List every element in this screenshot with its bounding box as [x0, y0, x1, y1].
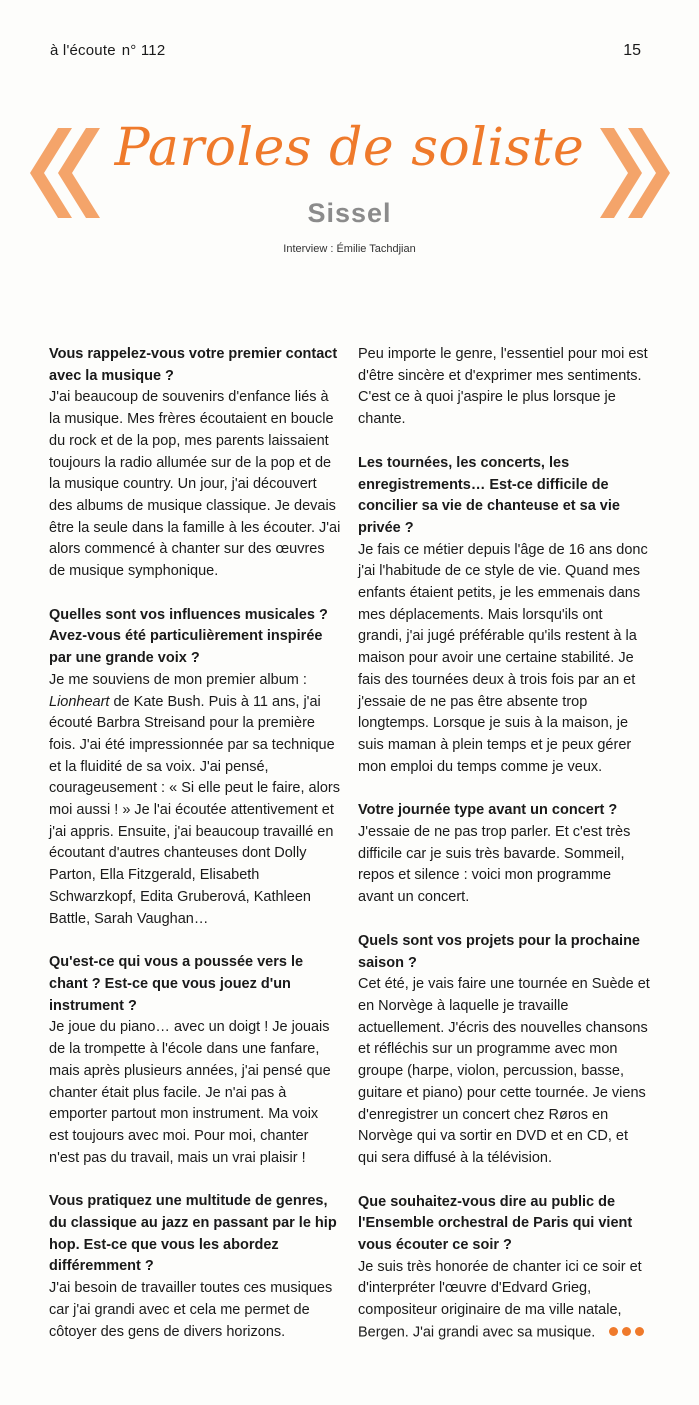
answer: J'essaie de ne pas trop parler. Et c'est très difficile car je suis très bavarde. Sommeil, repos et silence : voici mon programme avant un concert. [358, 824, 631, 906]
answer: Cet été, je vais faire une tournée en Suède et en Norvège à laquelle je travaille actuellement. J'écris des nouvelles chansons et réfléchis sur un programme avec mon groupe (harpe, violon, percussion, basse, guitare et piano) pour cette tournée. Je viens d'enregistrer un concert chez Røros en Norvège qui va sortir en DVD et en CD, et qui sera diffusé à la télévision. [358, 976, 650, 1166]
article-subtitle: Sissel [307, 198, 392, 228]
qa-block [358, 453, 650, 779]
question: Votre journée type avant un concert ? [358, 802, 618, 819]
magazine-title: à l'écoute [50, 42, 116, 59]
left-column [49, 344, 341, 1343]
qa-block [358, 800, 650, 909]
question: Vous rappelez-vous votre premier contact avec la musique ? [49, 346, 338, 384]
end-of-article-dots-icon [609, 1322, 648, 1344]
page-number: 15 [623, 42, 641, 59]
answer-text: Je suis très honorée de chanter ici ce soir et d'interpréter l'œuvre d'Edvard Grieg, compositeur originaire de ma ville natale, Bergen. J'ai grandi avec sa musique. [358, 1258, 642, 1341]
byline: Interview : Émilie Tachdjian [283, 243, 416, 255]
article-title: Paroles de soliste [114, 118, 585, 178]
qa-block [358, 931, 650, 1170]
question: Qu'est-ce qui vous a poussée vers le chant ? Est-ce que vous jouez d'un instrument ? [49, 954, 304, 1014]
right-column [358, 344, 650, 1344]
answer: Je fais ce métier depuis l'âge de 16 ans donc j'ai l'habitude de ce style de vie. Quand mes enfants étaient petits, je les emmenais dans mes déplacements. Mais lorsqu'ils ont grandi, j'ai jugé préférable qu'ils restent à la maison pour avoir une certaine stabilité. Je fais des tournées deux à trois fois par an et j'essaie de ne pas être absente trop longtemps. Lorsque je suis à la maison, je suis maman à plein temps et je peux gérer mon emploi du temps comme je veux. [358, 541, 648, 775]
answer-text: de Kate Bush. Puis à 11 ans, j'ai écouté Barbra Streisand pour la première fois. J'ai été impressionnée par sa technique et la fluidité de sa voix. J'ai pensé, courageusement : « Si elle peut le faire, alors moi aussi ! » Je l'ai écoutée attentivement et j'ai appris. Ensuite, j'ai beaucoup travaillé en écoutant d'autres chanteuses dont Dolly Parton, Ella Fitzgerald, Elisabeth Schwarzkopf, Edita Gruberová, Kathleen Battle, Sarah Vaughan… [49, 693, 340, 927]
qa-block [358, 344, 650, 431]
qa-block [49, 344, 341, 583]
qa-block [49, 605, 341, 931]
album-title: Lionheart [49, 693, 110, 710]
answer-text: Je me souviens de mon premier album : [49, 671, 307, 688]
question: Les tournées, les concerts, les enregistrements… Est-ce difficile de concilier sa vie de chanteuse et sa vie privée ? [358, 454, 620, 536]
answer [358, 1257, 650, 1345]
qa-block [49, 1191, 341, 1343]
magazine-name [50, 42, 165, 59]
question: Vous pratiquez une multitude de genres, du classique au jazz en passant par le hip hop. Est-ce que vous les abordez différemment ? [49, 1193, 337, 1275]
question: Quels sont vos projets pour la prochaine saison ? [358, 932, 640, 971]
answer-continued: Peu importe le genre, l'essentiel pour moi est d'être sincère et d'exprimer mes sentiments. C'est ce à quoi j'aspire le plus lorsque je chante. [358, 346, 648, 428]
answer: Je joue du piano… avec un doigt ! Je jouais de la trompette à l'école dans une fanfare, mais après plusieurs années, j'ai pensé que chanter était plus facile. Je n'ai pas à emporter partout mon instrument. Ma voix est toujours avec moi. Pour moi, chanter n'est pas du travail, mais un vrai plaisir ! [49, 1019, 331, 1166]
answer [49, 670, 341, 930]
question: Que souhaitez-vous dire au public de l'Ensemble orchestral de Paris qui vient vous écouter ce soir ? [358, 1193, 633, 1254]
qa-block [358, 1192, 650, 1345]
qa-block [49, 952, 341, 1169]
answer: J'ai besoin de travailler toutes ces musiques car j'ai grandi avec et cela me permet de côtoyer des gens de divers horizons. [49, 1280, 333, 1340]
answer: J'ai beaucoup de souvenirs d'enfance liés à la musique. Mes frères écoutaient en boucle du rock et de la pop, mes parents laissaient toujours la radio allumée sur de la pop et de la musique country. Un jour, j'ai découvert des albums de musique classique. Je devais être la seule dans la famille à les écouter. J'ai alors commencé à chanter sur des œuvres de musique symphonique. [49, 389, 341, 580]
question: Quelles sont vos influences musicales ? Avez-vous été particulièrement inspirée par une grande voix ? [49, 606, 328, 667]
issue-number: n° 112 [121, 42, 166, 59]
